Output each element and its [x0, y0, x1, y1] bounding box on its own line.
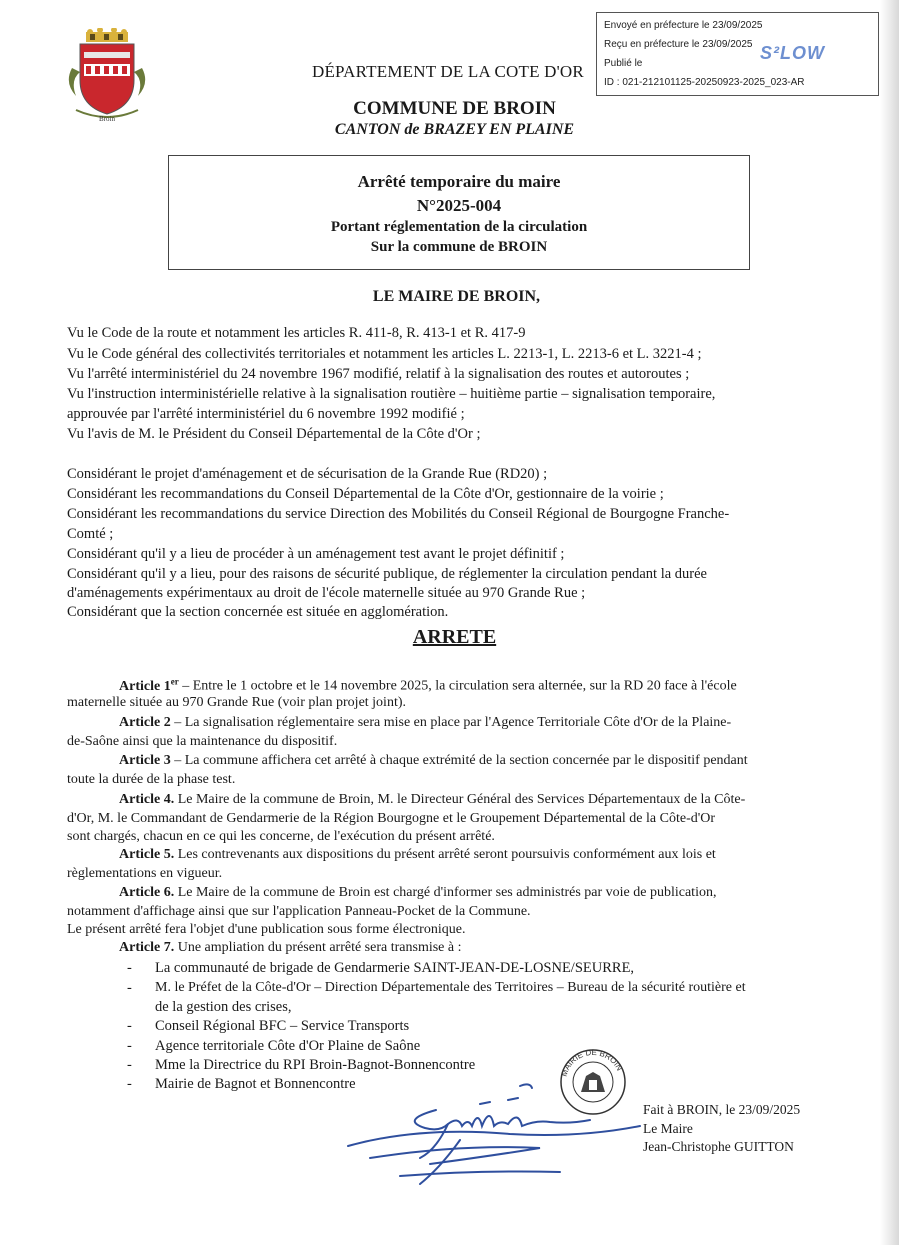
article-2-line: de-Saône ainsi que la maintenance du dispositif.	[67, 734, 338, 749]
decree-title-box	[168, 155, 750, 270]
considerant-line: Considérant les recommandations du Conseil Départemental de la Côte d'Or, gestionnaire de la voirie ;	[67, 486, 664, 502]
signature-name: Jean-Christophe GUITTON	[643, 1139, 794, 1154]
vu-line: Vu le Code général des collectivités territoriales et notamment les articles L. 2213-1, L. 2213-6 et L. 3221-4 ;	[67, 346, 702, 362]
decree-number: N°2025-004	[416, 196, 502, 215]
recipient-item: M. le Préfet de la Côte-d'Or – Direction Départementale des Territoires – Bureau de la sécurité routière et	[155, 980, 746, 995]
signature-place-date: Fait à BROIN, le 23/09/2025	[643, 1102, 801, 1117]
seal-text: MAIRIE DE BROIN	[559, 1047, 625, 1078]
considerant-line: d'aménagements expérimentaux au droit de l'école maternelle située au 970 Grande Rue ;	[67, 585, 586, 601]
article-4-line: Article 4. Le Maire de la commune de Broin, M. le Directeur Général des Services Départementaux de la Côte-	[119, 792, 746, 807]
article-5-line: Article 5. Les contrevenants aux dispositions du présent arrêté seront poursuivis conformément aux lois et	[119, 847, 716, 862]
logo-caption: Broin	[99, 115, 115, 123]
article-2-line: Article 2 – La signalisation réglementaire sera mise en place par l'Agence Territoriale Côte d'Or de la Plaine-	[119, 715, 732, 730]
article-2-label: Article 2	[119, 715, 171, 730]
article-4-line: sont chargés, chacun en ce qui les concerne, de l'exécution du présent arrêté.	[67, 829, 495, 844]
canton-heading: CANTON de BRAZEY EN PLAINE	[334, 121, 575, 138]
arrete-heading: ARRETE	[412, 626, 497, 648]
vu-line: Vu l'instruction interministérielle relative à la signalisation routière – huitième partie – signalisation temporaire,	[67, 386, 716, 402]
article-7-label: Article 7.	[119, 940, 175, 955]
article-3-label: Article 3	[119, 753, 171, 768]
recipient-item: La communauté de brigade de Gendarmerie SAINT-JEAN-DE-LOSNE/SEURRE,	[155, 960, 635, 976]
commune-heading: COMMUNE DE BROIN	[353, 98, 556, 119]
considerant-line: Considérant les recommandations du service Direction des Mobilités du Conseil Régional de Bourgogne Franche-	[67, 506, 730, 522]
mayor-signature	[340, 1080, 650, 1190]
list-bullet: -	[127, 1057, 132, 1073]
article-1-line: Article 1er – Entre le 1 octobre et le 14 novembre 2025, la circulation sera alternée, sur la RD 20 face à l'école	[119, 676, 737, 694]
maire-heading: LE MAIRE DE BROIN,	[372, 288, 541, 305]
article-5-label: Article 5.	[119, 847, 175, 862]
recipient-item: Conseil Régional BFC – Service Transports	[155, 1018, 410, 1034]
stamp-recu: Reçu en préfecture le 23/09/2025	[604, 39, 753, 50]
article-4-label: Article 4.	[119, 792, 175, 807]
list-bullet: -	[127, 1076, 132, 1092]
page-edge-shadow	[880, 0, 899, 1245]
vu-line: approuvée par l'arrêté interministériel du 6 novembre 1992 modifié ;	[67, 406, 465, 422]
decree-subject: Portant réglementation de la circulation	[330, 219, 588, 235]
article-3-line: toute la durée de la phase test.	[67, 772, 236, 787]
list-bullet: -	[127, 980, 132, 996]
article-7-line: Article 7. Une ampliation du présent arrêté sera transmise à :	[119, 940, 462, 955]
article-6-line: Article 6. Le Maire de la commune de Broin est chargé d'informer ses administrés par voie de publication,	[119, 885, 717, 900]
decree-scope: Sur la commune de BROIN	[370, 239, 548, 255]
vu-line: Vu le Code de la route et notamment les articles R. 411-8, R. 413-1 et R. 417-9	[67, 325, 526, 341]
prefecture-transmission-stamp	[596, 12, 879, 96]
vu-line: Vu l'arrêté interministériel du 24 novembre 1967 modifié, relatif à la signalisation des routes et autoroutes ;	[67, 366, 690, 382]
article-1-label: Article 1er	[119, 676, 179, 694]
article-6-line: Le présent arrêté fera l'objet d'une publication sous forme électronique.	[67, 922, 466, 937]
considerant-line: Considérant le projet d'aménagement et de sécurisation de la Grande Rue (RD20) ;	[67, 466, 548, 482]
article-1-line: maternelle située au 970 Grande Rue (voir plan projet joint).	[67, 695, 407, 710]
considerant-line: Considérant que la section concernée est située en agglomération.	[67, 604, 449, 620]
considerant-line: Considérant qu'il y a lieu de procéder à un aménagement test avant le projet définitif ;	[67, 546, 565, 562]
article-3-line: Article 3 – La commune affichera cet arrêté à chaque extrémité de la section concernée par le dispositif pendant	[119, 753, 748, 768]
decree-title: Arrêté temporaire du maire	[357, 172, 561, 191]
article-6-label: Article 6.	[119, 885, 175, 900]
recipient-item: Agence territoriale Côte d'Or Plaine de Saône	[155, 1038, 421, 1054]
signature-role: Le Maire	[643, 1121, 693, 1136]
department-heading: DÉPARTEMENT DE LA COTE D'OR	[312, 62, 584, 81]
stamp-envoye: Envoyé en préfecture le 23/09/2025	[604, 20, 763, 31]
stamp-id: ID : 021-212101125-20250923-2025_023-AR	[604, 77, 805, 88]
article-4-line: d'Or, M. le Commandant de Gendarmerie de la Région Bourgogne et le Groupement Départemental de la Côte-d'Or	[67, 811, 716, 826]
recipient-item: de la gestion des crises,	[155, 999, 292, 1015]
article-5-line: règlementations en vigueur.	[67, 866, 223, 881]
list-bullet: -	[127, 1018, 132, 1034]
s2low-logo: S²LOW	[760, 43, 825, 63]
list-bullet: -	[127, 960, 132, 976]
list-bullet: -	[127, 1038, 132, 1054]
considerant-line: Considérant qu'il y a lieu, pour des raisons de sécurité publique, de réglementer la circulation pendant la durée	[67, 566, 707, 582]
recipient-item: Mme la Directrice du RPI Broin-Bagnot-Bonnencontre	[155, 1057, 476, 1073]
article-6-line: notamment d'affichage ainsi que sur l'application Panneau-Pocket de la Commune.	[67, 904, 531, 919]
vu-line: Vu l'avis de M. le Président du Conseil Départemental de la Côte d'Or ;	[67, 426, 481, 442]
recipient-item: Mairie de Bagnot et Bonnencontre	[155, 1076, 356, 1092]
stamp-publie: Publié le	[604, 58, 643, 69]
considerant-line: Comté ;	[67, 526, 114, 542]
